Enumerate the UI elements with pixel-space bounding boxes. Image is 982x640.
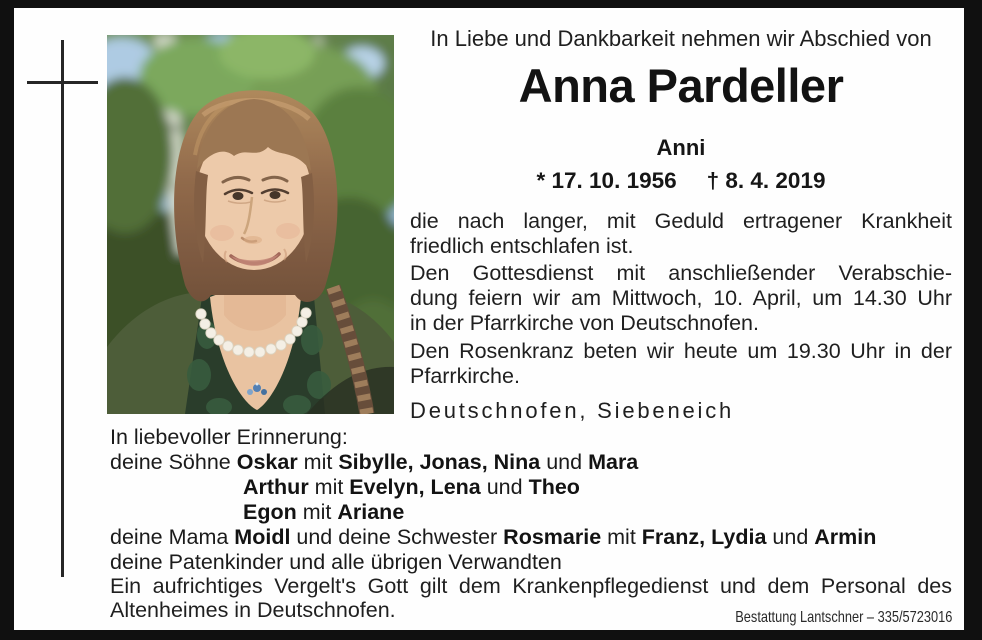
portrait-illustration — [107, 35, 394, 414]
name-segment: Armin — [814, 525, 877, 549]
text-segment: und — [480, 475, 529, 499]
text-segment: mit — [601, 525, 642, 549]
name-segment: Arthur — [243, 475, 309, 499]
cross-vertical-bar — [61, 40, 64, 577]
memorial-heading: In liebevoller Erinnerung: — [110, 425, 348, 449]
death-date: † 8. 4. 2019 — [706, 168, 826, 193]
life-dates — [410, 168, 952, 194]
text-segment: und — [766, 525, 815, 549]
text-segment: und — [540, 450, 589, 474]
deceased-nickname: Anni — [656, 135, 706, 160]
name-segment: Ariane — [337, 500, 405, 524]
name-segment: Mara — [588, 450, 639, 474]
name-segment: Theo — [528, 475, 580, 499]
place-line: Deutschnofen, Siebeneich — [410, 398, 735, 423]
text-segment: mit — [308, 475, 350, 499]
text-segment: mit — [297, 450, 339, 474]
service-paragraph — [410, 261, 952, 336]
paragraph-line: Den Gottesdienst mit anschließender Verabschie- — [410, 261, 952, 285]
paragraph-line: Altenheimes in Deutschnofen. — [110, 598, 396, 622]
family-line: deine Patenkinder und alle übrigen Verwandten — [110, 550, 562, 574]
family-line — [110, 525, 952, 550]
paragraph-line: friedlich entschlafen ist. — [410, 234, 634, 258]
name-segment: Evelyn, Lena — [349, 475, 481, 499]
name-segment: Franz, Lydia — [641, 525, 767, 549]
paragraph-line: Ein aufrichtiges Vergelt's Gott gilt dem Krankenpflegedienst und dem Personal des — [110, 574, 952, 598]
obituary-page — [14, 8, 964, 630]
paragraph-line: in der Pfarrkirche von Deutschnofen. — [410, 311, 759, 335]
name-segment: Moidl — [234, 525, 291, 549]
portrait-photo — [107, 35, 394, 414]
text-segment: mit — [296, 500, 338, 524]
family-line — [110, 475, 952, 500]
death-paragraph — [410, 209, 952, 259]
text-segment: deine Söhne — [110, 450, 237, 474]
memorial-block — [110, 425, 952, 575]
paragraph-line: die nach langer, mit Geduld ertragener Krankheit — [410, 209, 952, 233]
text-segment: deine Mama — [110, 525, 235, 549]
family-line — [110, 450, 952, 475]
text-segment: und deine Schwester — [290, 525, 504, 549]
name-segment: Oskar — [236, 450, 298, 474]
name-segment: Egon — [243, 500, 297, 524]
paragraph-line: Pfarrkirche. — [410, 364, 520, 388]
rosary-paragraph — [410, 339, 952, 389]
cross-horizontal-bar — [27, 81, 98, 84]
announcement-column — [410, 8, 952, 438]
paragraph-line: dung feiern wir am Mittwoch, 10. April, um 14.30 Uhr — [410, 286, 952, 310]
name-segment: Rosmarie — [503, 525, 602, 549]
deceased-name: Anna Pardeller — [518, 59, 844, 112]
birth-date: * 17. 10. 1956 — [536, 168, 677, 193]
paragraph-line: Den Rosenkranz beten wir heute um 19.30 Uhr in der — [410, 339, 952, 363]
intro-line: In Liebe und Dankbarkeit nehmen wir Abschied von — [430, 26, 932, 51]
family-line — [110, 500, 952, 525]
funeral-home-credit: Bestattung Lantschner – 335/5723016 — [734, 609, 952, 626]
name-segment: Sibylle, Jonas, Nina — [338, 450, 541, 474]
